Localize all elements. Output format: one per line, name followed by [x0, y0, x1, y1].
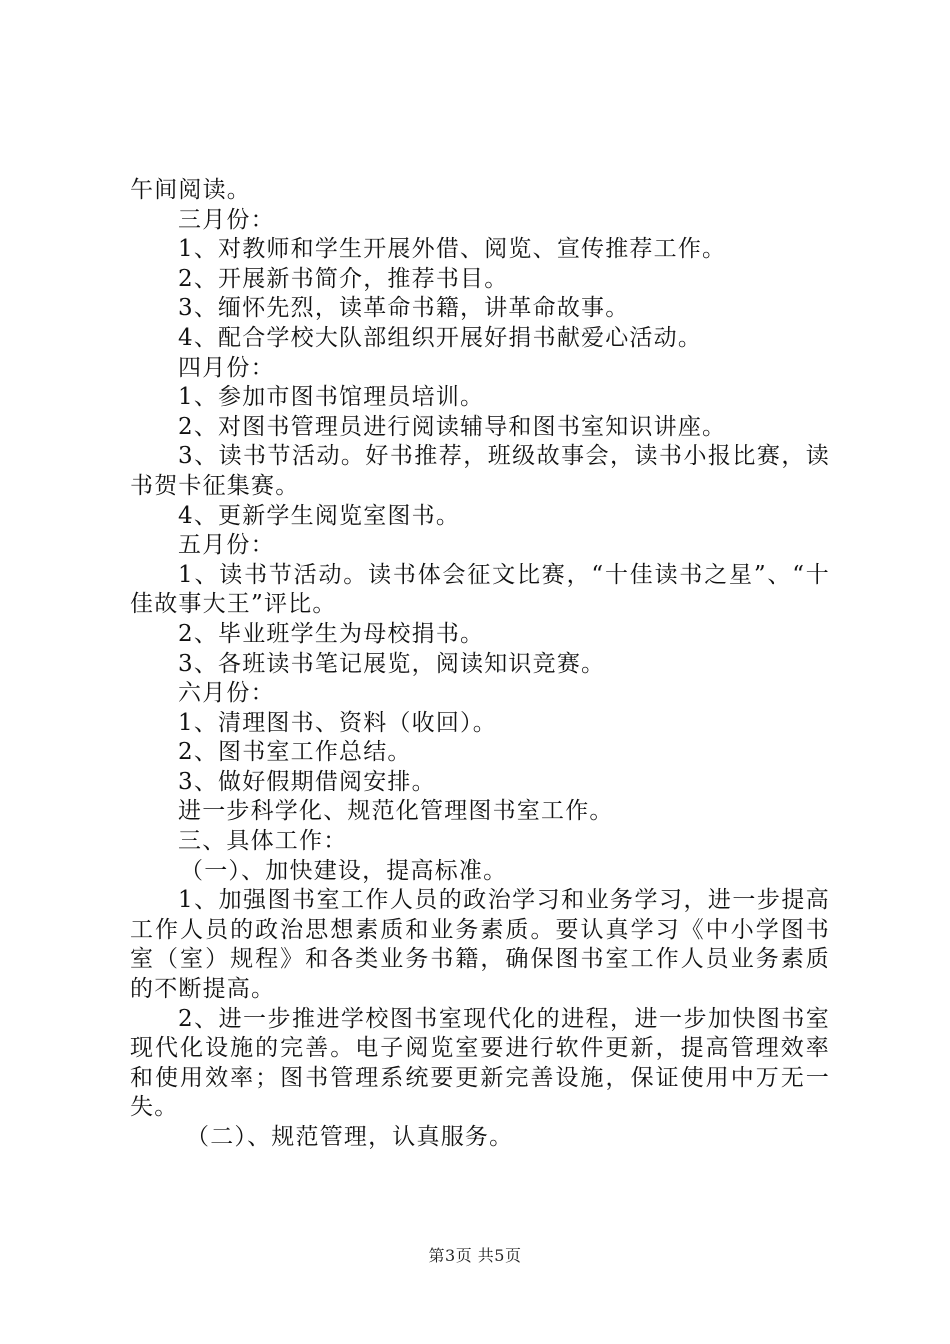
paragraph-item-2: 2、进一步推进学校图书室现代化的进程，进一步加快图书室现代化设施的完善。电子阅览室要进行软件更新，提高管理效率和使用效率；图书管理系统要更新完善设施，保证使用中万无一失。	[130, 1005, 830, 1121]
section-heading-specific-work: 三、具体工作：	[178, 828, 348, 855]
heading-may: 五月份：	[178, 532, 275, 559]
list-item-june-3: 3、做好假期借阅安排。	[178, 768, 436, 795]
list-item-march-2: 2、开展新书简介，推荐书目。	[178, 265, 509, 292]
list-item-june-1: 1、清理图书、资料（收回）。	[178, 709, 497, 736]
list-item-march-1: 1、对教师和学生开展外借、阅览、宣传推荐工作。	[178, 236, 727, 263]
paragraph-line-0: 午间阅读。	[130, 177, 251, 203]
heading-march: 三月份：	[178, 206, 275, 233]
list-item-april-1: 1、参加市图书馆理员培训。	[178, 384, 485, 411]
subsection-heading-1: （一）、加快建设，提高标准。	[180, 857, 508, 884]
list-item-april-4: 4、更新学生阅览室图书。	[178, 502, 461, 529]
subsection-heading-2: （二）、规范管理，认真服务。	[186, 1124, 514, 1150]
list-item-april-2: 2、对图书管理员进行阅读辅导和图书室知识讲座。	[178, 413, 727, 440]
summary-line: 进一步科学化、规范化管理图书室工作。	[178, 798, 614, 825]
list-item-may-3: 3、各班读书笔记展览，阅读知识竞赛。	[178, 650, 606, 677]
list-item-april-3: 3、读书节活动。好书推荐，班级故事会，读书小报比赛，读书贺卡征集赛。	[130, 443, 830, 499]
page-number-footer: 第3页 共5页	[428, 1246, 522, 1265]
list-item-march-4: 4、配合学校大队部组织开展好捐书献爱心活动。	[178, 324, 703, 351]
heading-june: 六月份：	[178, 680, 275, 707]
list-item-may-2: 2、毕业班学生为母校捐书。	[178, 620, 485, 647]
paragraph-item-1: 1、加强图书室工作人员的政治学习和业务学习，进一步提高工作人员的政治思想素质和业务素质。要认真学习《中小学图书室（室）规程》和各类业务书籍，确保图书室工作人员业务素质的不断提高。	[130, 887, 830, 1003]
document-body	[130, 176, 830, 1153]
list-item-may-1: 1、读书节活动。读书体会征文比赛，“十佳读书之星”、“十佳故事大王”评比。	[130, 561, 830, 618]
heading-april: 四月份：	[178, 354, 275, 381]
list-item-march-3: 3、缅怀先烈，读革命书籍，讲革命故事。	[178, 295, 630, 322]
list-item-june-2: 2、图书室工作总结。	[178, 739, 412, 766]
